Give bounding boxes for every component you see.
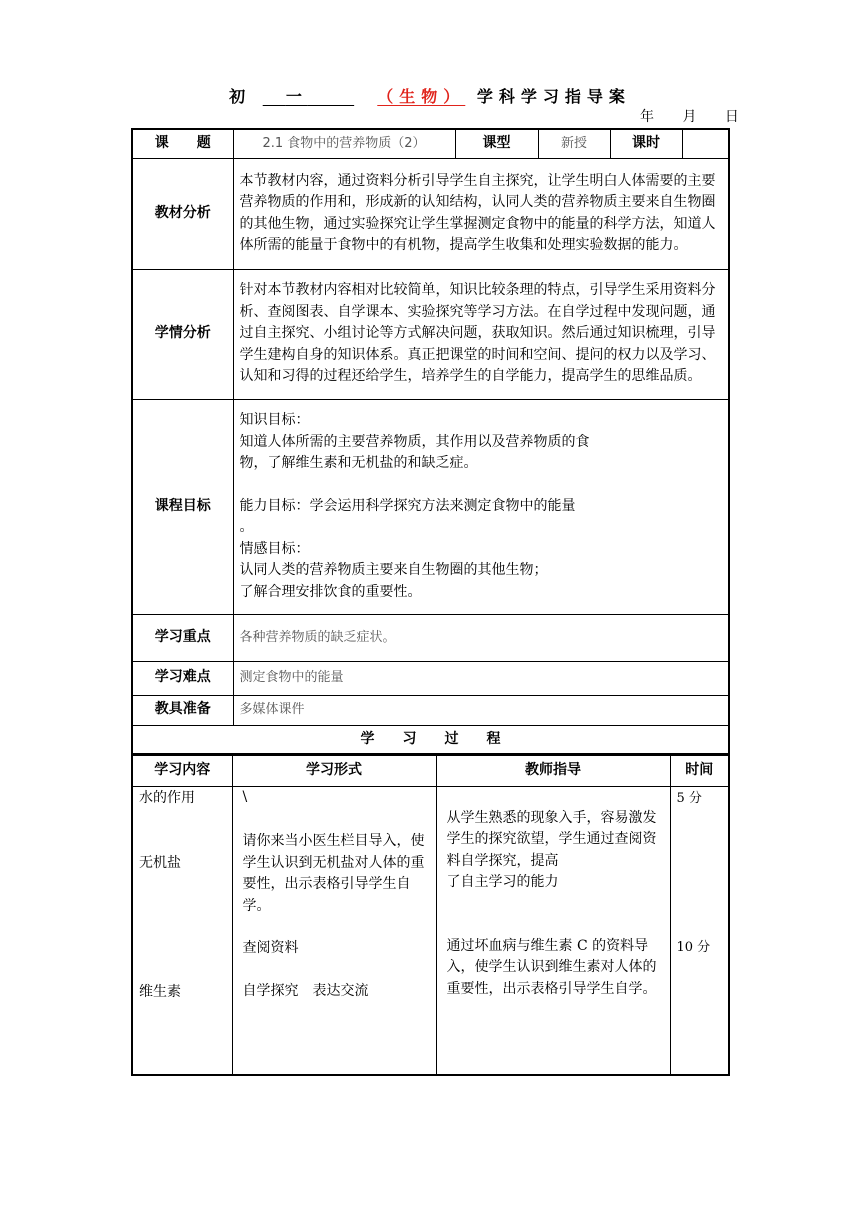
difficulty-row xyxy=(132,661,729,695)
knowledge-head: 知识目标： xyxy=(239,412,310,428)
type-value: 新授 xyxy=(538,129,610,158)
time-2: 10 分 xyxy=(676,940,711,955)
difficulty-label: 学习难点 xyxy=(132,661,233,695)
difficulty-text: 测定食物中的能量 xyxy=(233,661,729,695)
material-row xyxy=(132,158,729,269)
process-heading: 学 习 过 程 xyxy=(132,725,729,754)
key-row xyxy=(132,614,729,661)
emotion-line-1: 认同人类的营养物质主要来自生物圈的其他生物； xyxy=(239,562,548,578)
student-row xyxy=(132,269,729,399)
period-label: 课时 xyxy=(610,129,682,158)
lesson-plan-table xyxy=(131,128,730,755)
tools-text: 多媒体课件 xyxy=(233,695,729,725)
key-label: 学习重点 xyxy=(132,614,233,661)
form-cell xyxy=(232,786,436,1075)
header-row xyxy=(132,129,729,158)
time-cell xyxy=(670,786,729,1075)
header-content: 学习内容 xyxy=(132,755,232,786)
title-grade: 一 xyxy=(285,87,308,106)
period-value xyxy=(682,129,729,158)
material-label: 教材分析 xyxy=(132,158,233,269)
content-cell xyxy=(132,786,232,1075)
header-time: 时间 xyxy=(670,755,729,786)
date-line: 年 月 日 xyxy=(640,109,739,125)
process-table xyxy=(131,754,730,1076)
header-form: 学习形式 xyxy=(232,755,436,786)
process-heading-row xyxy=(132,725,729,754)
topic-value: 2.1 食物中的营养物质（2） xyxy=(233,129,455,158)
goals-label: 课程目标 xyxy=(132,399,233,614)
key-text: 各种营养物质的缺乏症状。 xyxy=(233,614,729,661)
ability-line-2: 。 xyxy=(239,519,254,535)
content-mineral: 无机盐 xyxy=(139,855,181,871)
time-1: 5 分 xyxy=(676,790,702,806)
tools-row xyxy=(132,695,729,725)
process-body-row xyxy=(132,786,729,1075)
content-water: 水的作用 xyxy=(139,789,195,806)
guide-cell xyxy=(436,786,670,1075)
content-vitamin: 维生素 xyxy=(139,983,181,1000)
material-text: 本节教材内容，通过资料分析引导学生自主探究，让学生明白人体需要的主要营养物质的作用和，形成新的认知结构，认同人类的营养物质主要来自生物圈的其他生物，通过实验探究让学生掌握测定食物中的能量的科学方法，知道人体所需的能量于食物中的有机物，提高学生收集和处理实验数据的能力。 xyxy=(233,158,729,269)
page-title xyxy=(0,84,860,107)
guide-text-2: 了自主学习的能力 xyxy=(446,874,559,890)
title-prefix: 初 xyxy=(229,87,252,106)
tools-label: 教具准备 xyxy=(132,695,233,725)
knowledge-line-2: 物，了解维生素和无机盐的和缺乏症。 xyxy=(239,455,478,471)
topic-label: 课 题 xyxy=(132,129,233,158)
form-text-3: 自学探究 表达交流 xyxy=(242,982,369,999)
form-text-2: 查阅资料 xyxy=(242,940,299,956)
process-header-row xyxy=(132,755,729,786)
knowledge-line-1: 知道人体所需的主要营养物质，其作用以及营养物质的食 xyxy=(239,433,590,450)
guide-text-3: 通过坏血病与维生素 C 的资料导入，使学生认识到维生素对人体的重要性，出示表格引导学生自学。 xyxy=(446,937,657,997)
title-suffix: 学科学习指导案 xyxy=(476,87,631,106)
form-text-1: 请你来当小医生栏目导入，使学生认识到无机盐对人体的重要性，出示表格引导学生自学。 xyxy=(242,833,425,914)
student-label: 学情分析 xyxy=(132,269,233,399)
form-backslash: \ xyxy=(242,788,248,805)
student-text: 针对本节教材内容相对比较简单，知识比较条理的特点，引导学生采用资料分析、查阅图表、自学课本、实验探究等学习方法。在自学过程中发现问题，通过自主探究、小组讨论等方式解决问题，获取知识。然后通过知识梳理，引导学生建构自身的知识体系。真正把课堂的时间和空间、提问的权力以及学习、认知和习得的过程还给学生，培养学生的自学能力，提高学生的思维品质。 xyxy=(233,269,729,399)
goals-row xyxy=(132,399,729,614)
type-label: 课型 xyxy=(455,129,538,158)
goals-text xyxy=(233,399,729,614)
header-guide: 教师指导 xyxy=(436,755,670,786)
ability-line-1: 能力目标：学会运用科学探究方法来测定食物中的能量 xyxy=(239,497,576,514)
emotion-line-2: 了解合理安排饮食的重要性。 xyxy=(239,583,422,600)
emotion-head: 情感目标： xyxy=(239,540,310,557)
title-subject: （生物） xyxy=(377,87,466,106)
guide-text-1: 从学生熟悉的现象入手，容易激发学生的探究欲望，学生通过查阅资料自学探究，提高 xyxy=(446,809,657,869)
